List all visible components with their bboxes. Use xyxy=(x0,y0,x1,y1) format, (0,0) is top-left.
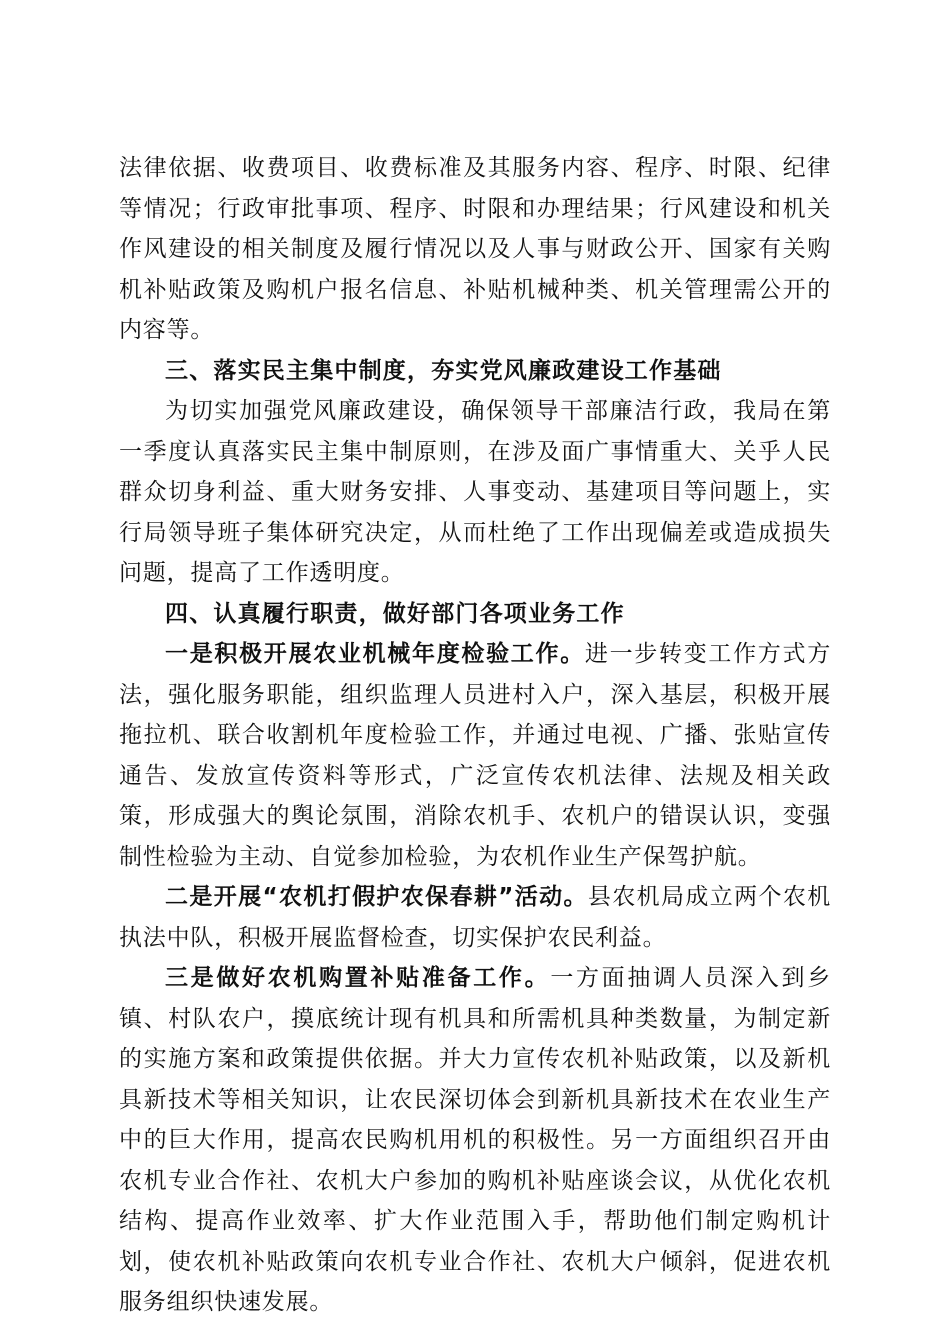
item-2-lead: 二是开展“农机打假护农保春耕”活动。 xyxy=(165,884,588,910)
section-4-item-2 xyxy=(119,877,831,958)
item-3-lead: 三是做好农机购置补贴准备工作。 xyxy=(165,965,551,991)
section-3-paragraph: 为切实加强党风廉政建设，确保领导干部廉洁行政，我局在第一季度认真落实民主集中制原则，在涉及面广事情重大、关乎人民群众切身利益、重大财务安排、人事变动、基建项目等问题上，实行局领导班子集体研究决定，从而杜绝了工作出现偏差或造成损失问题，提高了工作透明度。 xyxy=(119,398,831,586)
item-1-lead: 一是积极开展农业机械年度检验工作。 xyxy=(165,641,585,667)
section-4-item-1 xyxy=(119,634,831,877)
document-body xyxy=(119,148,831,1323)
item-3-body: 一方面抽调人员深入到乡镇、村队农户，摸底统计现有机具和所需机具种类数量，为制定新的实施方案和政策提供依据。并大力宣传农机补贴政策，以及新机具新技术等相关知识，让农民深切体会到新机具新技术在农业生产中的巨大作用，提高农民购机用机的积极性。另一方面组织召开由农机专业合作社、农机大户参加的购机补贴座谈会议，从优化农机结构、提高作业效率、扩大作业范围入手，帮助他们制定购机计划，使农机补贴政策向农机专业合作社、农机大户倾斜，促进农机服务组织快速发展。 xyxy=(119,965,831,1315)
item-1-body: 进一步转变工作方式方法，强化服务职能，组织监理人员进村入户，深入基层，积极开展拖拉机、联合收割机年度检验工作，并通过电视、广播、张贴宣传通告、发放宣传资料等形式，广泛宣传农机法律、法规及相关政策，形成强大的舆论氛围，消除农机手、农机户的错误认识，变强制性检验为主动、自觉参加检验，为农机作业生产保驾护航。 xyxy=(119,641,832,870)
item-2-body: 县农机局成立两个农机执法中队，积极开展监督检查，切实保护农民利益。 xyxy=(119,884,831,951)
section-4-heading: 四、认真履行职责，做好部门各项业务工作 xyxy=(165,600,625,627)
section-3-heading: 三、落实民主集中制度，夯实党风廉政建设工作基础 xyxy=(165,357,722,384)
opening-paragraph: 法律依据、收费项目、收费标准及其服务内容、程序、时限、纪律等情况；行政审批事项、程序、时限和办理结果；行风建设和机关作风建设的相关制度及履行情况以及人事与财政公开、国家有关购机补贴政策及购机户报名信息、补贴机械种类、机关管理需公开的内容等。 xyxy=(119,155,831,343)
section-4-item-3 xyxy=(119,958,831,1323)
